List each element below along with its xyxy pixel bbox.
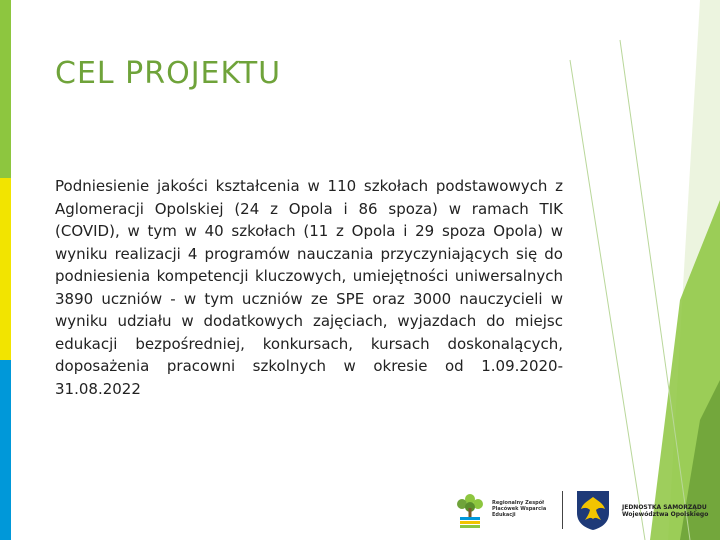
tree-logo-icon (452, 490, 488, 530)
accent-bar-yellow (0, 178, 11, 360)
accent-bar-blue (0, 360, 11, 540)
project-goal-text: Podniesienie jakości kształcenia w 110 szkołach podstawowych z Aglomeracji Opolskiej (24 z Opola i 86 spoza) w ramach TIK (COVID), w tym w 40 szkołach (11 z Opola i 29 spoza Opola) w wyniku realizacji 4 programów nauczania przyczyniających się do podniesienia kompetencji kluczowych, umiejętności uniwersalnych 3890 uczniów - w tym uczniów ze SPE oraz 3000 nauczycieli w wyniku udziału w dodatkowych zajęciach, wyjazdach do miejsc edukacji bezpośredniej, konkursach, kursach doskonalących, doposażenia pracowni szkolnych w okresie od 1.09.2020- 31.08.2022 (55, 177, 563, 398)
decorative-facets (550, 0, 720, 540)
logo1-caption: Regionalny Zespół Placówek Wsparcia Edukacji (492, 500, 547, 518)
slide-title: CEL PROJEKTU (55, 56, 282, 91)
coat-of-arms-icon (575, 489, 611, 531)
logo-divider (562, 491, 563, 529)
logo2-caption: JEDNOSTKA SAMORZĄDU Województwa Opolskiego (622, 504, 709, 518)
accent-bar-green (0, 0, 11, 178)
